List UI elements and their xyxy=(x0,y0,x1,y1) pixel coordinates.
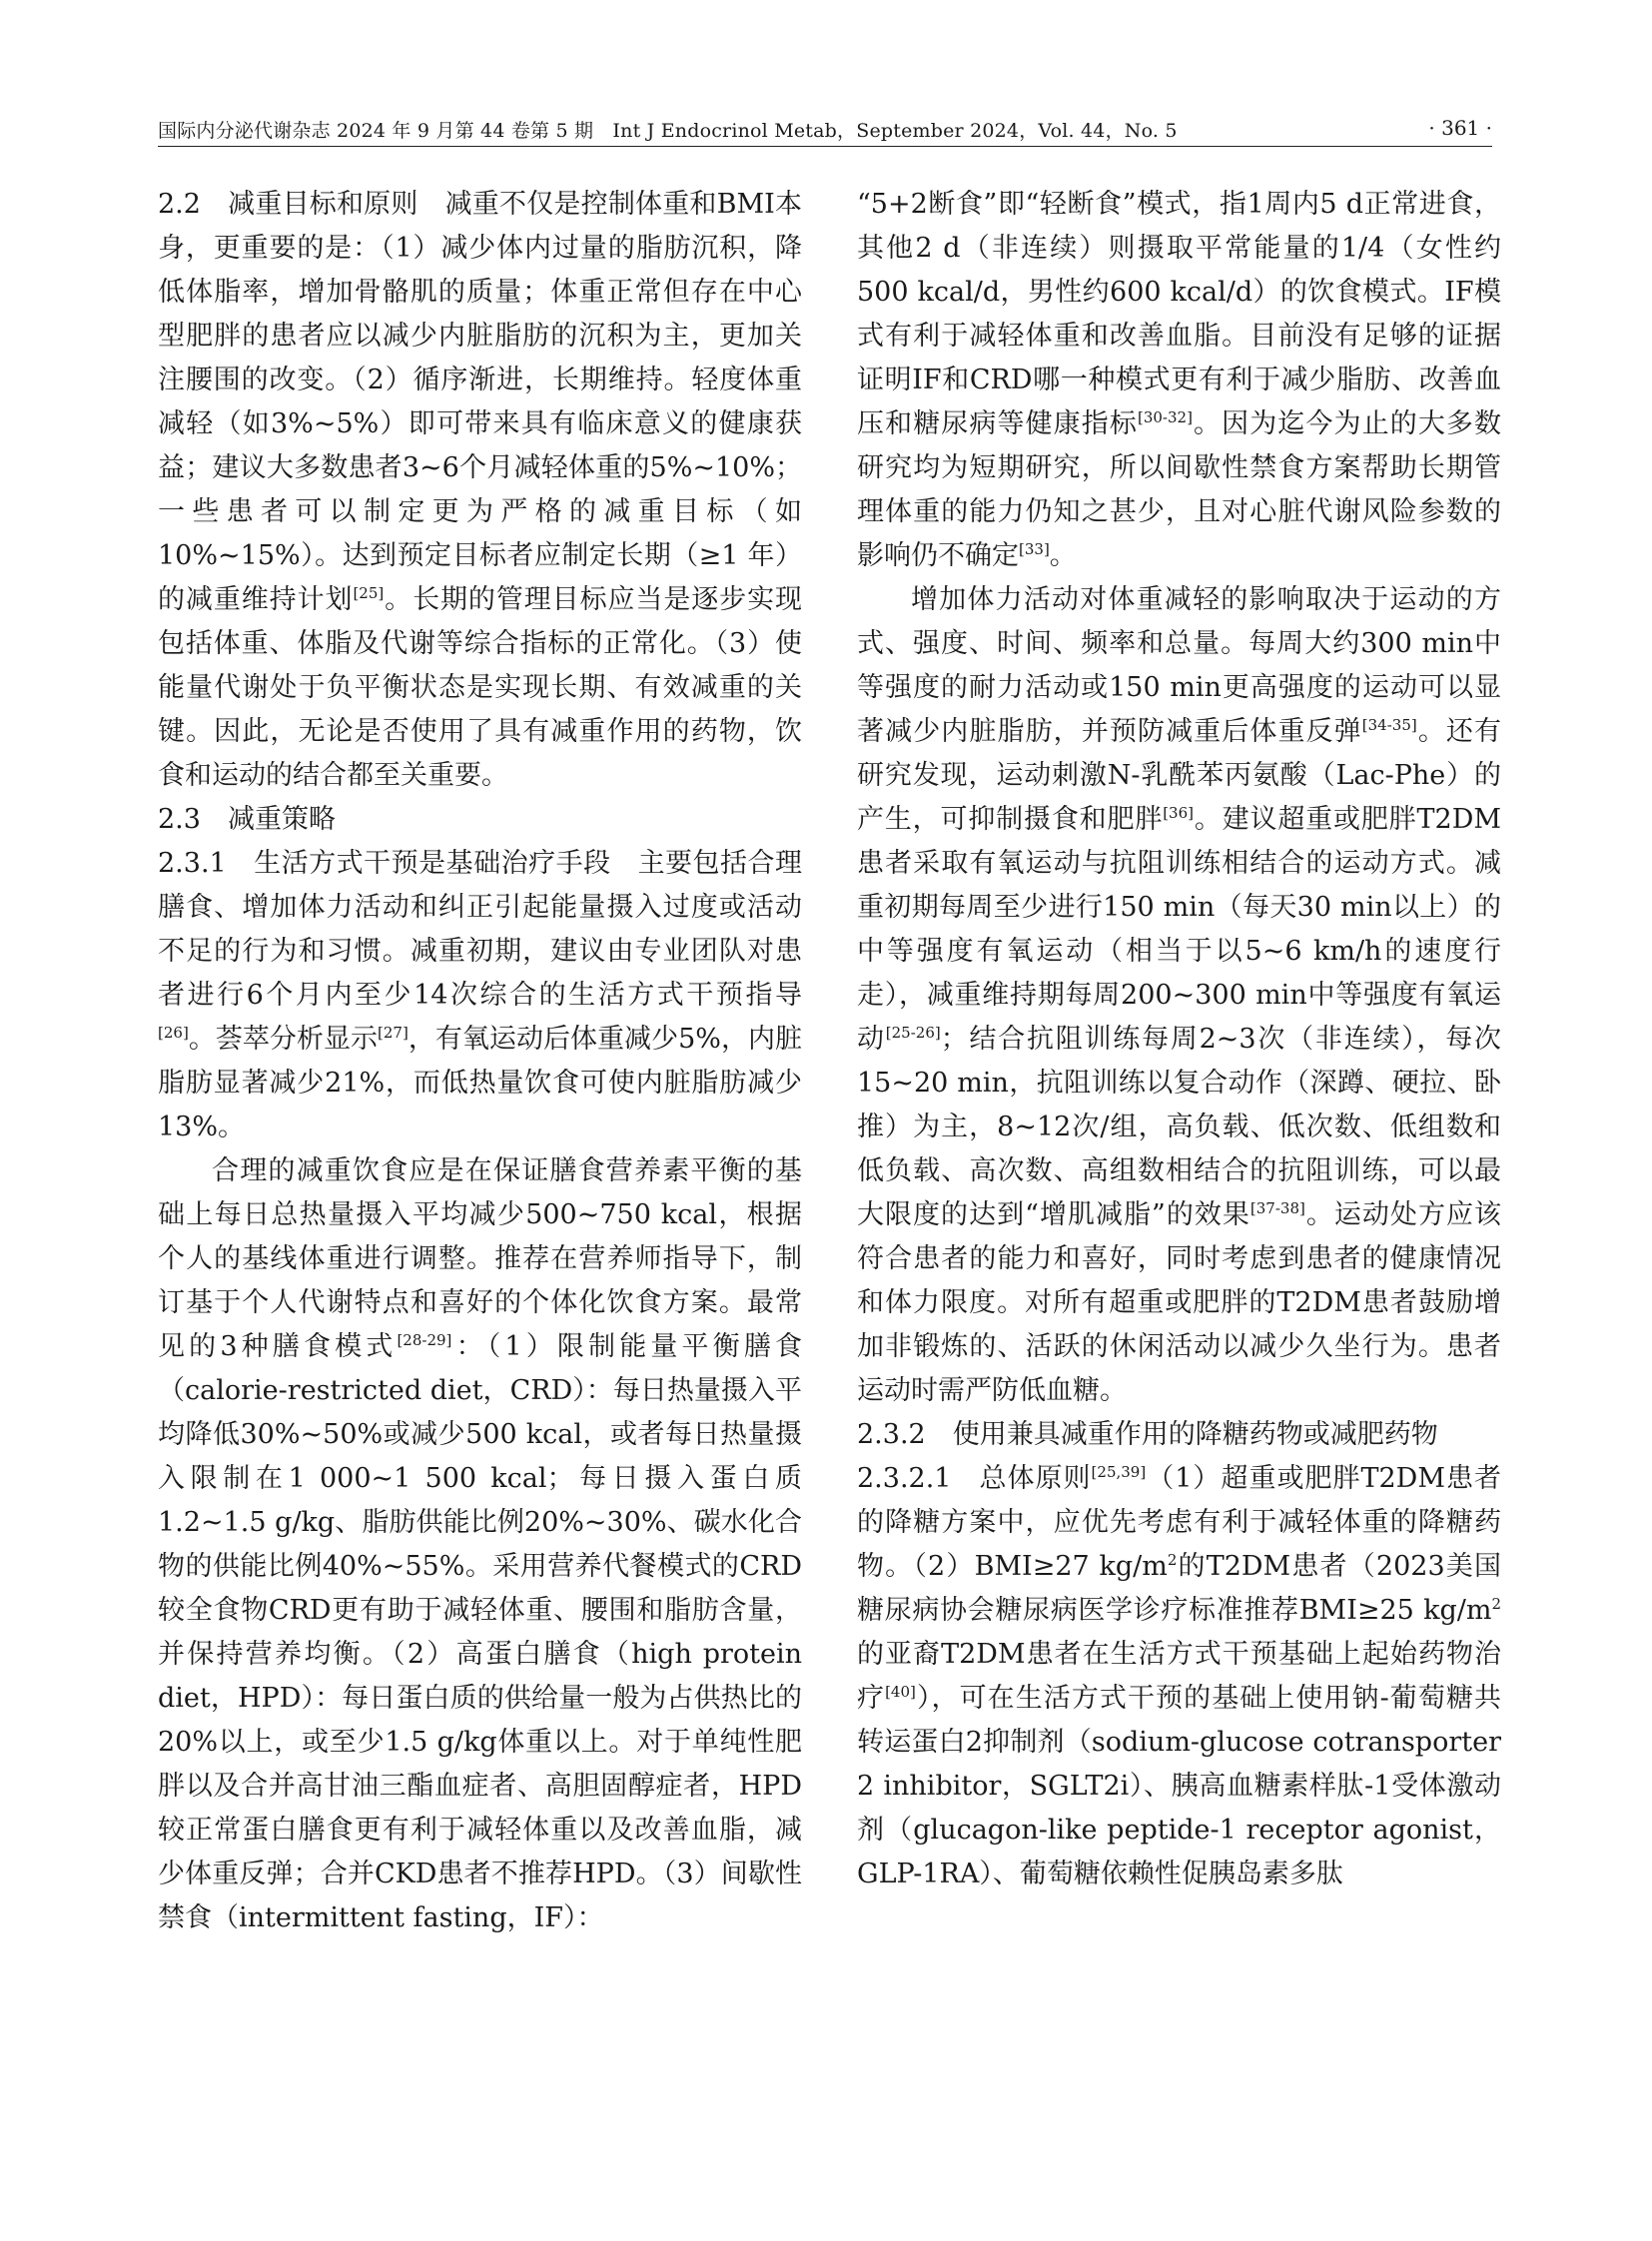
left-column xyxy=(158,183,802,2180)
body-text: 的亚裔T2DM患者在生活方式干预基础上起始药物治疗 xyxy=(857,1639,1501,1714)
section-number: 2.3 xyxy=(158,804,201,835)
body-text: 增加体力活动对体重减轻的影响取决于运动的方式、强度、时间、频率和总量。每周大约300 min中等强度的耐力活动或150 min更高强度的运动可以显著减少内脏脂肪，并预防减重后体重反弹 xyxy=(857,584,1501,747)
body-text: 的T2DM患者（2023美国糖尿病协会糖尿病医学诊疗标准推荐BMI≥25 kg/m xyxy=(857,1551,1501,1626)
section-2-3-1 xyxy=(158,842,802,1149)
citation: [40] xyxy=(885,1683,916,1701)
citation: [30-32] xyxy=(1137,408,1193,426)
section-title: 使用兼具减重作用的降糖药物或减肥药物 xyxy=(952,1419,1438,1450)
diet-paragraph xyxy=(158,1149,802,1940)
right-column xyxy=(857,183,1501,2180)
body-text: “5+2断食”即“轻断食”模式，指1周内5 d正常进食，其他2 d（非连续）则摄取平常能量的1/4（女性约500 kcal/d，男性约600 kcal/d）的饮食模式。IF模式有利于减轻体重和改善血脂。目前没有足够的证据证明IF和CRD哪一种模式更有利于减少脂肪、改善血压和糖尿病等健康指标 xyxy=(857,189,1501,439)
superscript: 2 xyxy=(1167,1551,1178,1569)
body-text: 合理的减重饮食应是在保证膳食营养素平衡的基础上每日总热量摄入平均减少500~750 kcal，根据个人的基线体重进行调整。推荐在营养师指导下，制订基于个人代谢特点和喜好的个体化饮食方案。最常见的3种膳食模式 xyxy=(158,1155,802,1362)
section-title: 总体原则 xyxy=(978,1463,1092,1494)
body-text: ），可在生活方式干预的基础上使用钠-葡萄糖共转运蛋白2抑制剂（sodium-glucose cotransporter 2 inhibitor，SGLT2i）、胰高血糖素样肽-1受体激动剂（glucagon-like peptide-1 receptor agonist，GLP-1RA）、葡萄糖依赖性促胰岛素多肽 xyxy=(857,1683,1501,1889)
citation: [37-38] xyxy=(1249,1199,1305,1217)
body-text: 。 xyxy=(1049,540,1077,571)
citation: [28-29] xyxy=(397,1331,452,1349)
body-text: 主要包括合理膳食、增加体力活动和纠正引起能量摄入过度或活动不足的行为和习惯。减重初期，建议由专业团队对患者进行6个月内至少14次综合的生活方式干预指导 xyxy=(158,848,802,1011)
citation: [25] xyxy=(353,584,385,602)
body-text: （1）超重或肥胖T2DM患者的降糖方案中，应优先考虑有利于减轻体重的降糖药物。（2）BMI≥27 kg/m xyxy=(857,1463,1501,1582)
section-title: 减重策略 xyxy=(227,804,336,835)
journal-citation: 国际内分泌代谢杂志 2024 年 9 月第 44 卷第 5 期 Int J Endocrinol Metab，September 2024，Vol. 44，No. 5 xyxy=(158,120,1178,142)
section-title: 生活方式干预是基础治疗手段 xyxy=(253,848,611,879)
section-number: 2.3.2.1 xyxy=(857,1463,952,1494)
body-text: 。运动处方应该符合患者的能力和喜好，同时考虑到患者的健康情况和体力限度。对所有超重或肥胖的T2DM患者鼓励增加非锻炼的、活跃的休闲活动以减少久坐行为。患者运动时需严防低血糖。 xyxy=(857,1199,1501,1406)
exercise-paragraph xyxy=(857,578,1501,1413)
citation: [26] xyxy=(158,1024,189,1042)
body-text: 。长期的管理目标应当是逐步实现包括体重、体脂及代谢等综合指标的正常化。（3）使能量代谢处于负平衡状态是实现长期、有效减重的关键。因此，无论是否使用了具有减重作用的药物，饮食和运动的结合都至关重要。 xyxy=(158,584,802,791)
citation: [34-35] xyxy=(1361,716,1417,734)
section-2-3-2-1 xyxy=(857,1457,1501,1896)
citation: [33] xyxy=(1019,540,1050,558)
header-rule xyxy=(158,146,1492,147)
citation: [25-26] xyxy=(885,1024,941,1042)
body-text: 。因为迄今为止的大多数研究均为短期研究，所以间歇性禁食方案帮助长期管理体重的能力仍知之甚少，且对心脏代谢风险参数的影响仍不确定 xyxy=(857,408,1501,571)
section-title: 减重目标和原则 xyxy=(227,189,418,220)
section-2-2 xyxy=(158,183,802,798)
body-text: ：（1）限制能量平衡膳食（calorie-restricted diet，CRD）：每日热量摄入平均降低30%~50%或减少500 kcal，或者每日热量摄入限制在1 000~1 500 kcal；每日摄入蛋白质1.2~1.5 g/kg、脂肪供能比例20%~30%、碳水化合物的供能比例40%~55%。采用营养代餐模式的CRD较全食物CRD更有助于减轻体重、腰围和脂肪含量，并保持营养均衡。（2）高蛋白膳食（high protein diet，HPD）：每日蛋白质的供给量一般为占供热比的20%以上，或至少1.5 g/kg体重以上。对于单纯性肥胖以及合并高甘油三酯血症者、高胆固醇症者，HPD较正常蛋白膳食更有利于减轻体重以及改善血脂，减少体重反弹；合并CKD患者不推荐HPD。（3）间歇性禁食（intermittent fasting，IF）： xyxy=(158,1331,802,1933)
body-text: ，有氧运动后体重减少5%，内脏脂肪显著减少21%，而低热量饮食可使内脏脂肪减少13%。 xyxy=(158,1024,802,1142)
section-2-3-2-heading xyxy=(857,1413,1501,1457)
body-text: 。建议超重或肥胖T2DM患者采取有氧运动与抗阻训练相结合的运动方式。减重初期每周至少进行150 min（每天30 min以上）的中等强度有氧运动（相当于以5~6 km/h的速度行走），减重维持期每周200~300 min中等强度有氧运动 xyxy=(857,804,1501,1055)
body-text: 。还有研究发现，运动刺激N-乳酰苯丙氨酸（Lac-Phe）的产生，可抑制摄食和肥胖 xyxy=(857,716,1501,835)
section-number: 2.3.1 xyxy=(158,848,227,879)
fasting-paragraph xyxy=(857,183,1501,578)
citation: [27] xyxy=(378,1024,409,1042)
citation: [36] xyxy=(1163,804,1194,822)
section-number: 2.3.2 xyxy=(857,1419,926,1450)
body-text: ；结合抗阻训练每周2~3次（非连续），每次15~20 min，抗阻训练以复合动作（深蹲、硬拉、卧推）为主，8~12次/组，高负载、低次数、低组数和低负载、高次数、高组数相结合的抗阻训练，可以最大限度的达到“增肌减脂”的效果 xyxy=(857,1024,1501,1230)
body-text: 。荟萃分析显示 xyxy=(188,1024,379,1055)
body-text: 减重不仅是控制体重和BMI本身，更重要的是：（1）减少体内过量的脂肪沉积，降低体脂率，增加骨骼肌的质量；体重正常但存在中心型肥胖的患者应以减少内脏脂肪的沉积为主，更加关注腰围的改变。（2）循序渐进，长期维持。轻度体重减轻（如3%~5%）即可带来具有临床意义的健康获益；建议大多数患者3~6个月减轻体重的5%~10%；一些患者可以制定更为严格的减重目标（如10%~15%）。达到预定目标者应制定长期（≥1 年）的减重维持计划 xyxy=(158,189,802,615)
section-number: 2.2 xyxy=(158,189,201,220)
page-number: · 361 · xyxy=(1428,116,1492,140)
section-2-3-heading xyxy=(158,798,802,842)
running-header xyxy=(158,112,1492,146)
citation: [25,39] xyxy=(1091,1463,1147,1481)
superscript: 2 xyxy=(1491,1595,1501,1613)
